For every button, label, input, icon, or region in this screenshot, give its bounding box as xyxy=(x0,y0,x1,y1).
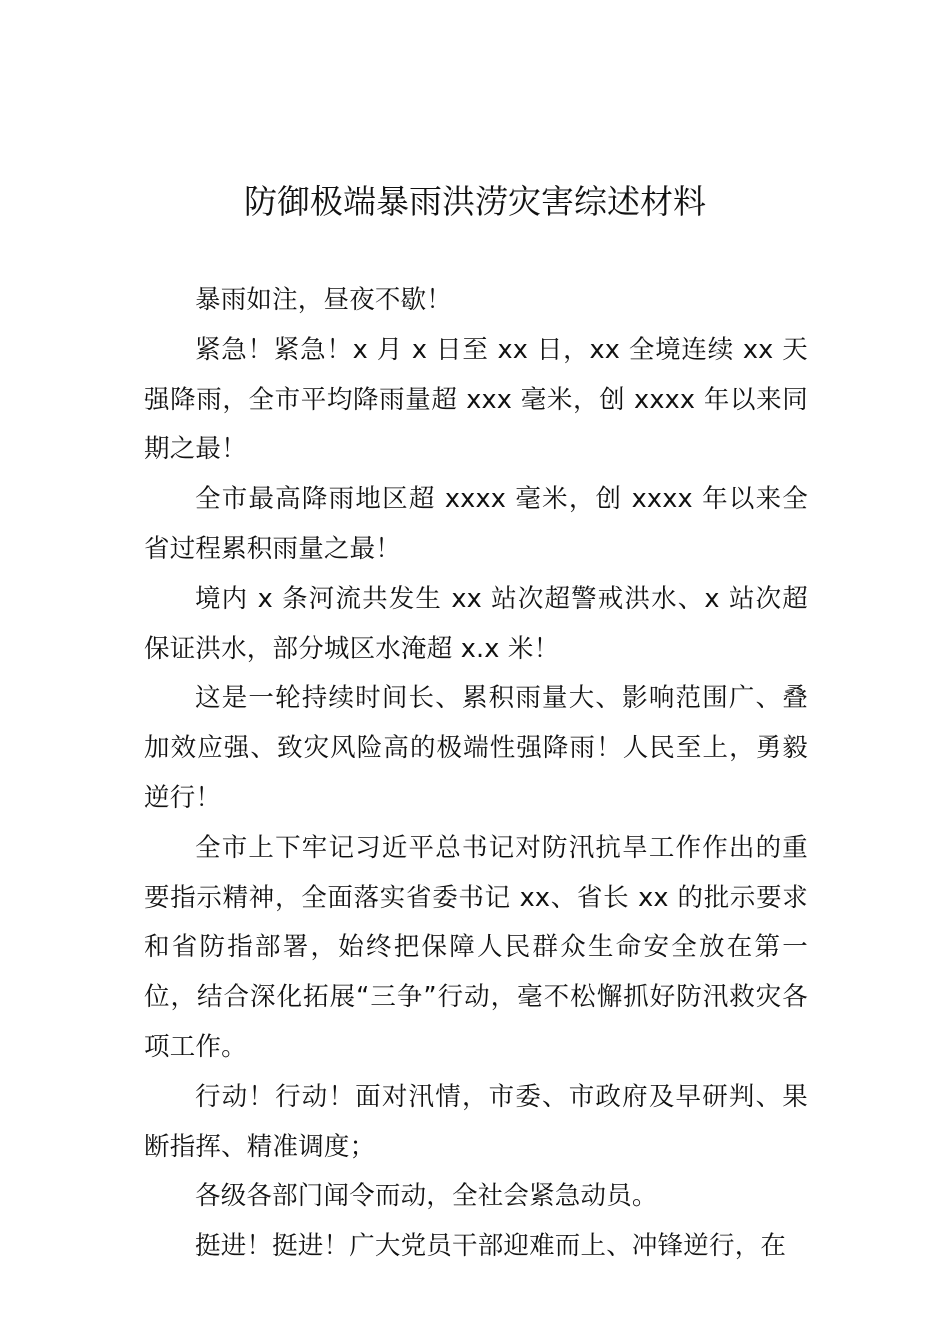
paragraph: 挺进！挺进！广大党员干部迎难而上、冲锋逆行，在 xyxy=(195,1231,787,1262)
paragraph: 各级各部门闻令而动，全社会紧急动员。 xyxy=(195,1181,658,1212)
paragraph: 暴雨如注，昼夜不歇！ xyxy=(195,285,453,315)
paragraph: 这是一轮持续时间长、累积雨量大、影响范围广、叠加效应强、致灾风险高的极端性强降雨！人民至上，勇毅逆行！ xyxy=(144,683,808,813)
paragraph: 境内 x 条河流共发生 xx 站次超警戒洪水、x 站次超保证洪水，部分城区水淹超 x.x 米！ xyxy=(144,583,808,664)
paragraph: 紧急！紧急！x 月 x 日至 xx 日，xx 全境连续 xx 天强降雨，全市平均降雨量超 xxx 毫米，创 xxxx 年以来同期之最！ xyxy=(144,334,808,465)
document-body xyxy=(144,276,808,1272)
paragraph: 行动！行动！面对汛情，市委、市政府及早研判、果断指挥、精准调度； xyxy=(144,1081,808,1162)
paragraph: 全市最高降雨地区超 xxxx 毫米，创 xxxx 年以来全省过程累积雨量之最！ xyxy=(144,484,808,564)
paragraph: 全市上下牢记习近平总书记对防汛抗旱工作作出的重要指示精神，全面落实省委书记 xx、省长 xx 的批示要求和省防指部署，始终把保障人民群众生命安全放在第一位，结合深化拓展“三争”行动，毫不松懈抓好防汛救灾各项工作。 xyxy=(144,832,808,1062)
document-title: 防御极端暴雨洪涝灾害综述材料 xyxy=(244,182,706,221)
